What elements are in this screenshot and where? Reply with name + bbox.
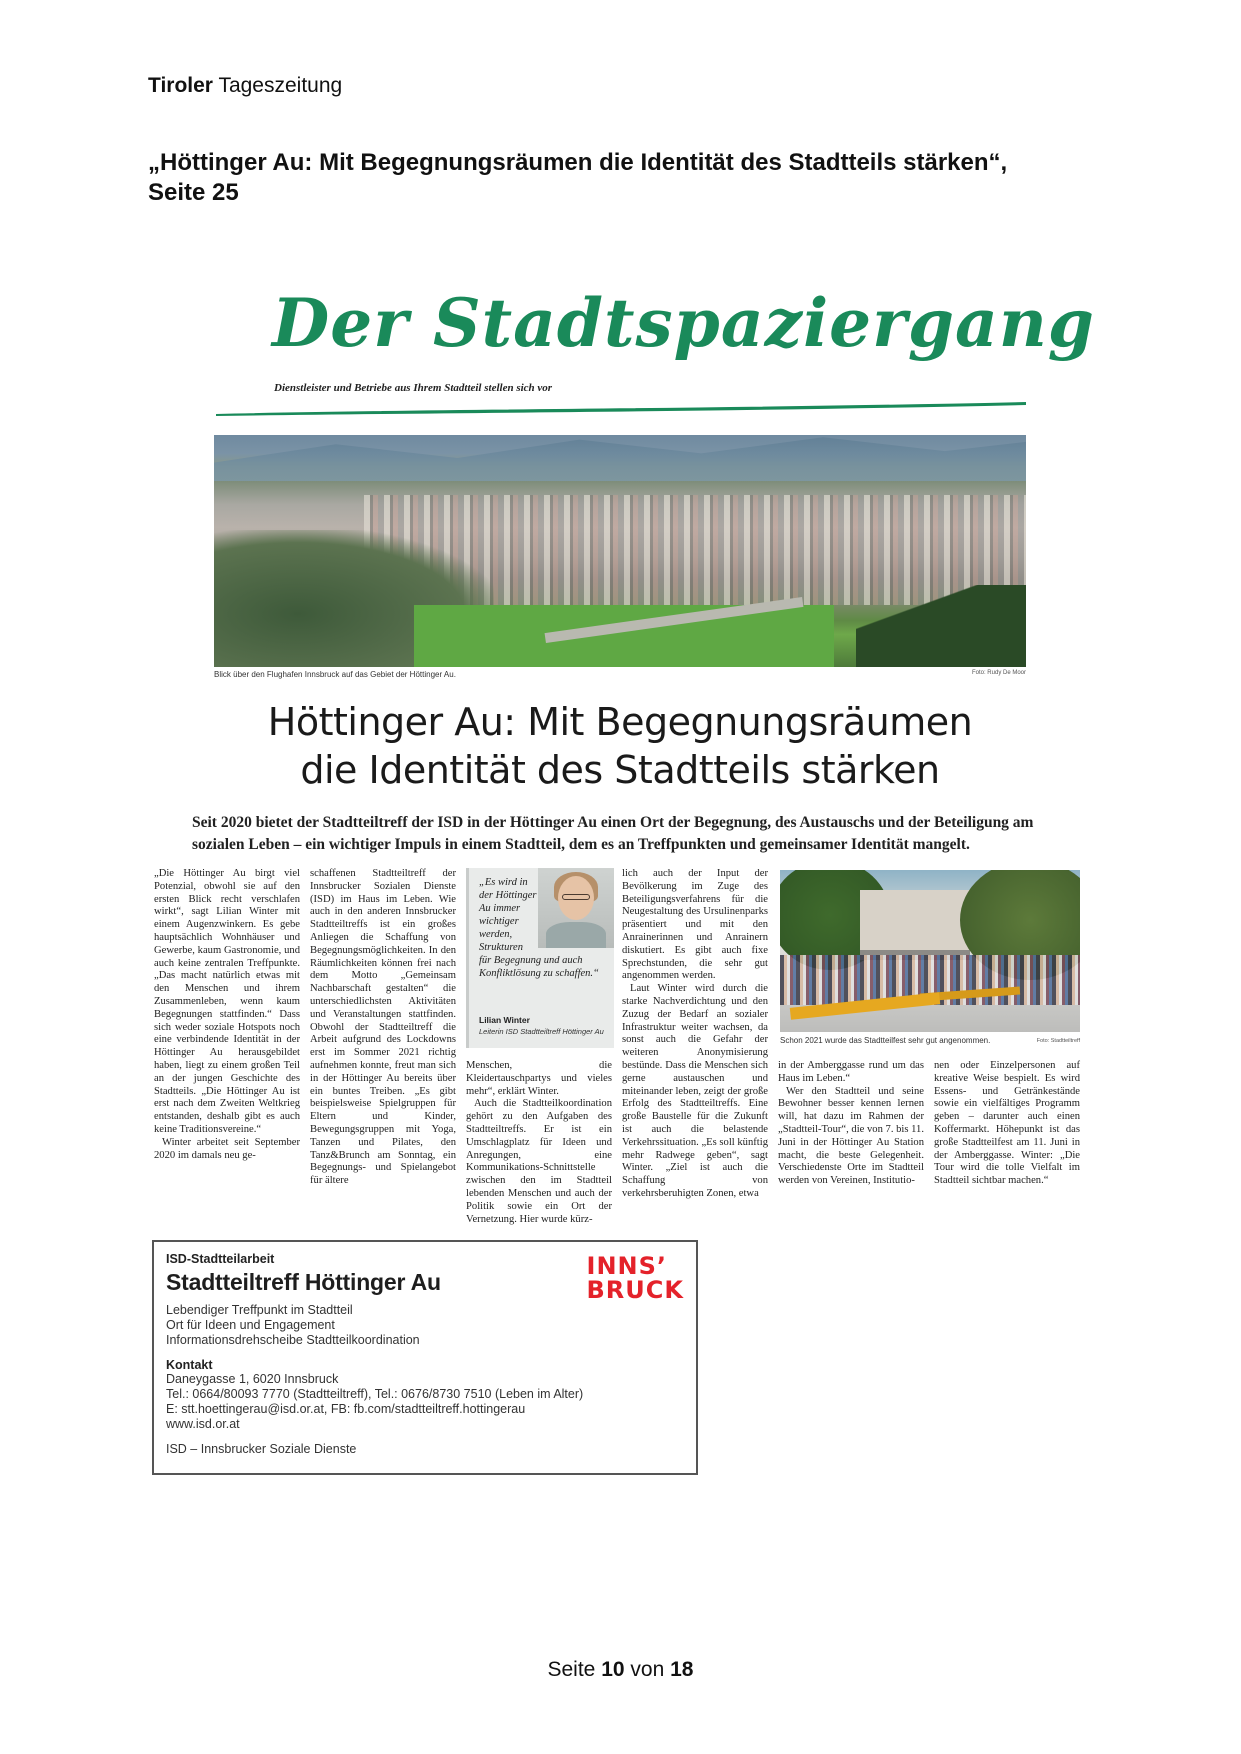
logo-line2: BRUCK (586, 1276, 684, 1304)
article-column-6 (934, 1060, 1080, 1188)
photo-building (860, 890, 970, 960)
article-headline (150, 698, 1090, 794)
portrait-scarf (546, 922, 606, 948)
hero-photo-credit: Foto: Rudy De Moor (971, 670, 1026, 676)
publication-name (148, 74, 342, 98)
quote-line: Au immer (479, 903, 521, 914)
article-lead: Seit 2020 bietet der Stadtteiltreff der ISD in der Höttinger Au einen Ort der Begegnung, des Austauschs und der Beteiligung am sozialen Leben – ein wichtiger Impuls in einem Stadtteil, dem es an Treffpunkten und gemeinsamer Identität mangelt. (192, 814, 1034, 853)
info-box-description (166, 1303, 684, 1348)
page-number-current: 10 (601, 1658, 625, 1681)
quote-line: der Höttinger (479, 890, 537, 901)
article-column-2 (310, 868, 456, 1188)
event-photo-stadtteilfest (780, 870, 1080, 1032)
contact-details (166, 1372, 684, 1432)
event-photo-credit: Foto: Stadtteiltreff (1036, 1038, 1080, 1044)
contact-label: Kontakt (166, 1358, 213, 1372)
contact-website: www.isd.or.at (166, 1417, 240, 1431)
quote-line: „Es wird in (479, 877, 528, 888)
portrait-photo-lilian-winter (538, 868, 614, 948)
paragraph: Wer den Stadtteil und seine Bewohner besser kennen lernen will, hat dazu im Rahmen der „Stadtteil-Tour“, die von 7. bis 11. Juni in der Höttinger Au Station macht, die beste Gelegenheit. Verschiedenste Orte im Stadtteil werden von Vereinen, Institutio- (778, 1085, 924, 1187)
photo-trees (856, 585, 1026, 667)
quote-author-name: Lilian Winter (479, 1015, 530, 1025)
article-column-4 (622, 868, 768, 1201)
event-photo-caption: Schon 2021 wurde das Stadtteilfest sehr gut angenommen. (780, 1036, 991, 1045)
hero-photo-innsbruck-airport (214, 435, 1026, 667)
article-headline-line1: Höttinger Au: Mit Begegnungsräumen (267, 700, 973, 744)
paragraph: nen oder Einzelpersonen auf kreative Weise bespielt. Es wird Essens- und Getränkestände sowie ein vielfältiges Programm geben – darunter auch einen Koffermarkt. Höhepunkt ist das große Stadtteilfest am 11. Juni in der Amberggasse. Winter: „Die Tour wird die tolle Vielfalt im Stadtteil sichtbar machen.“ (934, 1060, 1080, 1187)
document-headline: „Höttinger Au: Mit Begegnungsräumen die Identität des Stadtteils stärken“, Seite 25 (148, 149, 1008, 206)
info-box-stadtteiltreff (152, 1240, 698, 1475)
contact-phone: Tel.: 0664/80093 7770 (Stadtteiltreff), Tel.: 0676/8730 7510 (Leben im Alter) (166, 1387, 584, 1401)
info-box-kicker: ISD-Stadtteilarbeit (166, 1252, 275, 1266)
article-headline-line2: die Identität des Stadtteils stärken (300, 748, 940, 792)
page-number (0, 1658, 1241, 1682)
innsbruck-logo (587, 1254, 684, 1302)
newspaper-clipping (150, 270, 1095, 1230)
publication-name-bold: Tiroler (148, 74, 213, 97)
quote-line: Strukturen (479, 942, 523, 953)
page-number-middle: von (630, 1658, 665, 1681)
swoosh-shape (216, 402, 1026, 416)
quote-line: wichtiger (479, 916, 519, 927)
paragraph: in der Amberggasse rund um das Haus im Leben.“ (778, 1060, 924, 1084)
page-number-total: 18 (670, 1658, 694, 1681)
paragraph: Laut Winter wird durch die starke Nachverdichtung und den Zuzug der Bedarf an sozialer Infrastruktur weiter wachsen, da sonst auch die Gefahr der weiteren Anonymisierung bestünde. Dass die Menschen sich gerne austauschen und miteinander leben, zeigt der große Erfolg des Stadtteiltreffs. Eine große Baustelle für die Zukunft ist auch die belastende Verkehrssituation. „Es soll künftig mehr Radwege geben“, sagt Winter. „Ziel ist auch die Schaffung von verkehrsberuhigten Zonen, etwa (622, 983, 768, 1199)
contact-email: E: stt.hoettingerau@isd.or.at, FB: fb.com/stadtteiltreff.hottingerau (166, 1402, 526, 1416)
portrait-glasses (562, 894, 590, 900)
article-column-5 (778, 1060, 924, 1188)
masthead-title: Der Stadtspaziergang (272, 284, 1095, 362)
info-line: Informationsdrehscheibe Stadtteilkoordination (166, 1333, 420, 1347)
article-column-1 (154, 868, 300, 1162)
info-box-footer: ISD – Innsbrucker Soziale Dienste (166, 1442, 357, 1456)
contact-address: Daneygasse 1, 6020 Innsbruck (166, 1372, 339, 1386)
paragraph: lich auch der Input der Bevölkerung im Zuge des Beteiligungsverfahrens für die Neugestaltung des Ursulinenparks präsentiert und mit den Anrainerinnen und Anrainern diskutiert. Es gibt auch fixe Sprechstunden, die sehr gut angenommen werden. (622, 868, 768, 982)
page-number-prefix: Seite (547, 1658, 596, 1681)
info-box-title: Stadtteiltreff Höttinger Au (166, 1269, 441, 1295)
masthead-swoosh-divider (216, 400, 1026, 416)
quote-line: Konfliktlösung zu schaffen.“ (479, 968, 599, 979)
paragraph: Auch die Stadtteilkoordination gehört zu den Aufgaben des Stadtteiltreffs. Er ist ein Umschlagplatz für Ideen und Anregungen, eine Kommunikations-Schnittstelle zwischen den im Stadtteil lebenden Menschen und auch der Politik sowie ein Ort der Vernetzung. Hier wurde kürz- (466, 1098, 612, 1225)
hero-photo-caption: Blick über den Flughafen Innsbruck auf das Gebiet der Höttinger Au. (214, 670, 456, 679)
article-column-3 (466, 1060, 612, 1226)
publication-name-regular: Tageszeitung (218, 74, 343, 97)
paragraph: „Die Höttinger Au birgt viel Potenzial, obwohl sie auf den ersten Blick recht verschlafen wirkt“, sagt Lilian Winter mit einem Augenzwinkern. Es gebe hauptsächlich Wohnhäuser und Gewerbe, kaum Gastronomie, und auch keine zentralen Treffpunkte. „Das macht natürlich etwas mit den Menschen und ihrem Zusammenleben, wenn kaum Begegnungen stattfinden.“ Dass sich weder soziale Hotspots noch eine verbindende Identität in der Höttinger Au herausgebildet haben, liegt zu einem großen Teil an der jungen Geschichte des Stadtteils. „Die Höttinger Au ist erst nach dem Zweiten Weltkrieg entstanden, deshalb gibt es auch keine Traditionsvereine.“ (154, 868, 300, 1135)
quote-line: werden, (479, 929, 513, 940)
logo-line1: INNS’ (586, 1252, 668, 1280)
paragraph: schaffenen Stadtteiltreff der Innsbrucker Sozialen Dienste (ISD) im Haus im Leben. Wie auch in den anderen Innsbrucker Stadtteiltreffs ist ein großes Anliegen die Schaffung von Begegnungsmöglichkeiten. In den Räumlichkeiten können frei nach dem Motto „Gemeinsam Nachbarschaft gestalten“ die unterschiedlichsten Aktivitäten und Veranstaltungen stattfinden. Obwohl der Stadtteiltreff die Arbeit aufgrund des Lockdowns erst im Sommer 2021 richtig aufnehmen konnte, freut man sich in der Höttinger Au bereits über ein buntes Treiben. „Es gibt beispielsweise Spielgruppen für Eltern und Kinder, Bewegungsgruppen mit Yoga, Tanzen und Pilates, den Tanz&Brunch am Sonntag, ein Begegnungs- und Spielangebot für ältere (310, 868, 456, 1187)
photo-mountains (214, 435, 1026, 481)
info-line: Lebendiger Treffpunkt im Stadtteil (166, 1303, 353, 1317)
quote-line: für Begegnung und auch (479, 955, 583, 966)
paragraph: Winter arbeitet seit September 2020 im damals neu ge- (154, 1136, 300, 1161)
pull-quote-box (466, 868, 614, 1048)
quote-author-role: Leiterin ISD Stadtteiltreff Höttinger Au (479, 1027, 604, 1036)
info-line: Ort für Ideen und Engagement (166, 1318, 335, 1332)
photo-airfield (414, 605, 834, 667)
paragraph: Menschen, die Kleidertauschpartys und vieles mehr“, erklärt Winter. (466, 1060, 612, 1097)
masthead-subtitle: Dienstleister und Betriebe aus Ihrem Stadtteil stellen sich vor (274, 382, 553, 394)
